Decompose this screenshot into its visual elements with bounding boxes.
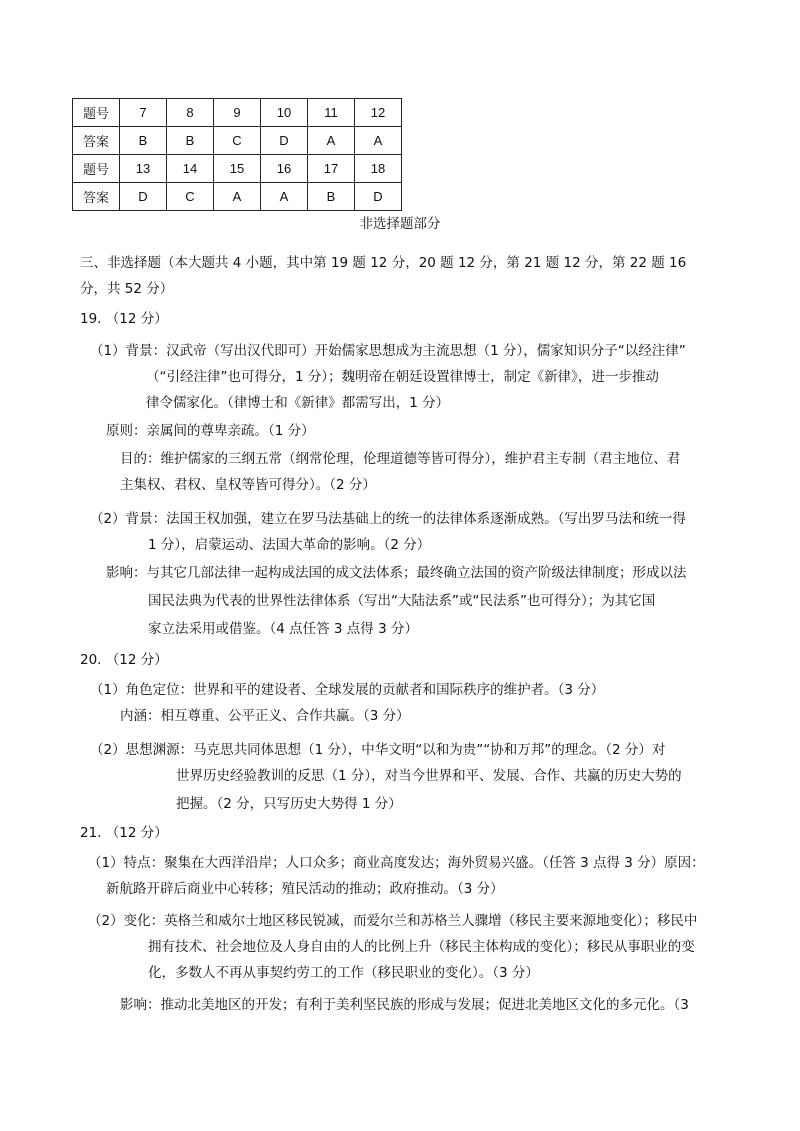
answer-table [72,98,402,211]
table-row [73,99,402,127]
q19-p1-line: 原则：亲属间的尊卑亲疏。（1 分） [106,423,315,439]
table-cell: D [261,127,308,155]
table-cell: 14 [167,155,214,183]
table-cell: B [167,127,214,155]
q19-p1-line: 目的：维护儒家的三纲五常（纲常伦理，伦理道德等皆可得分），维护君主专制（君主地位、君 [120,451,681,467]
q21-p2-line: 拥有技术、社会地位及人身自由的人的比例上升（移民主体构成的变化）；移民从事职业的变 [148,939,695,955]
q19-p2-line: 国民法典为代表的世界性法律体系（写出“大陆法系”或“民法系”也可得分）；为其它国 [148,593,656,609]
q21-p1-line: 新航路开辟后商业中心转移；殖民活动的推动；政府推动。（3 分） [106,881,504,897]
table-cell: A [355,127,402,155]
q19-heading: 19. （12 分） [80,311,168,327]
q19-p2-line: 家立法采用或借鉴。（4 点任答 3 点得 3 分） [148,621,418,637]
q21-p2-line: （2）变化：英格兰和威尔士地区移民锐减，而爱尔兰和苏格兰人骤增（移民主要来源地变化）；移民中 [88,913,698,929]
table-row [73,127,402,155]
table-cell: 10 [261,99,308,127]
intro-line-2: 分，共 52 分） [80,281,174,297]
q20-heading: 20. （12 分） [80,652,168,668]
q20-p1-line: （1）角色定位：世界和平的建设者、全球发展的贡献者和国际秩序的维护者。（3 分） [90,682,605,698]
table-cell: 17 [308,155,355,183]
q19-p2-line: 1 分），启蒙运动、法国大革命的影响。（2 分） [148,537,431,553]
table-cell: 11 [308,99,355,127]
table-row [73,155,402,183]
table-cell: A [214,183,261,211]
q19-p2-line: 影响：与其它几部法律一起构成法国的成文法体系；最终确立法国的资产阶级法律制度；形成以法 [106,565,687,581]
row-label: 题号 [73,99,120,127]
table-cell: 9 [214,99,261,127]
table-cell: 13 [120,155,167,183]
q21-p1-line: （1）特点：聚集在大西洋沿岸；人口众多；商业高度发达；海外贸易兴盛。（任答 3 点得 3 分）原因： [88,855,705,871]
section-title: 非选择题部分 [359,216,441,232]
table-cell: 8 [167,99,214,127]
q19-p2-line: （2）背景：法国王权加强，建立在罗马法基础上的统一的法律体系逐渐成熟。（写出罗马法和统一得 [90,511,686,527]
q20-p2-line: （2）思想渊源：马克思共同体思想（1 分），中华文明“以和为贵”“协和万邦”的理念。（2 分）对 [90,742,666,758]
q21-heading: 21. （12 分） [80,825,168,841]
table-cell: D [120,183,167,211]
q21-p2-line: 化，多数人不再从事契约劳工的工作（移民职业的变化）。（3 分） [148,965,539,981]
table-cell: 16 [261,155,308,183]
table-cell: B [120,127,167,155]
table-cell: C [167,183,214,211]
q20-p2-line: 世界历史经验教训的反思（1 分），对当今世界和平、发展、合作、共赢的历史大势的 [176,768,682,784]
table-cell: 18 [355,155,402,183]
row-label: 答案 [73,127,120,155]
q19-p1-line: 主集权、君权、皇权等皆可得分）。（2 分） [120,477,376,493]
q19-p1-line: 律令儒家化。（律博士和《新律》都需写出，1 分） [146,395,450,411]
q19-p1-line: （1）背景：汉武帝（写出汉代即可）开始儒家思想成为主流思想（1 分），儒家知识分子“以经注律” [90,343,686,359]
q19-p1-line: （“引经注律”也可得分，1 分）；魏明帝在朝廷设置律博士，制定《新律》，进一步推动 [146,369,659,385]
table-cell: A [308,127,355,155]
table-cell: D [355,183,402,211]
q21-p2-line: 影响：推动北美地区的开发；有利于美利坚民族的形成与发展；促进北美地区文化的多元化。（3 [120,997,689,1013]
table-cell: 7 [120,99,167,127]
table-cell: 15 [214,155,261,183]
table-cell: 12 [355,99,402,127]
table-cell: C [214,127,261,155]
row-label: 答案 [73,183,120,211]
table-row [73,183,402,211]
row-label: 题号 [73,155,120,183]
table-cell: B [308,183,355,211]
q20-p2-line: 把握。（2 分，只写历史大势得 1 分） [176,796,402,812]
q20-p1-line: 内涵：相互尊重、公平正义、合作共赢。（3 分） [120,708,410,724]
table-cell: A [261,183,308,211]
intro-line-1: 三、非选择题（本大题共 4 小题，其中第 19 题 12 分，20 题 12 分，第 21 题 12 分，第 22 题 16 [80,255,687,271]
